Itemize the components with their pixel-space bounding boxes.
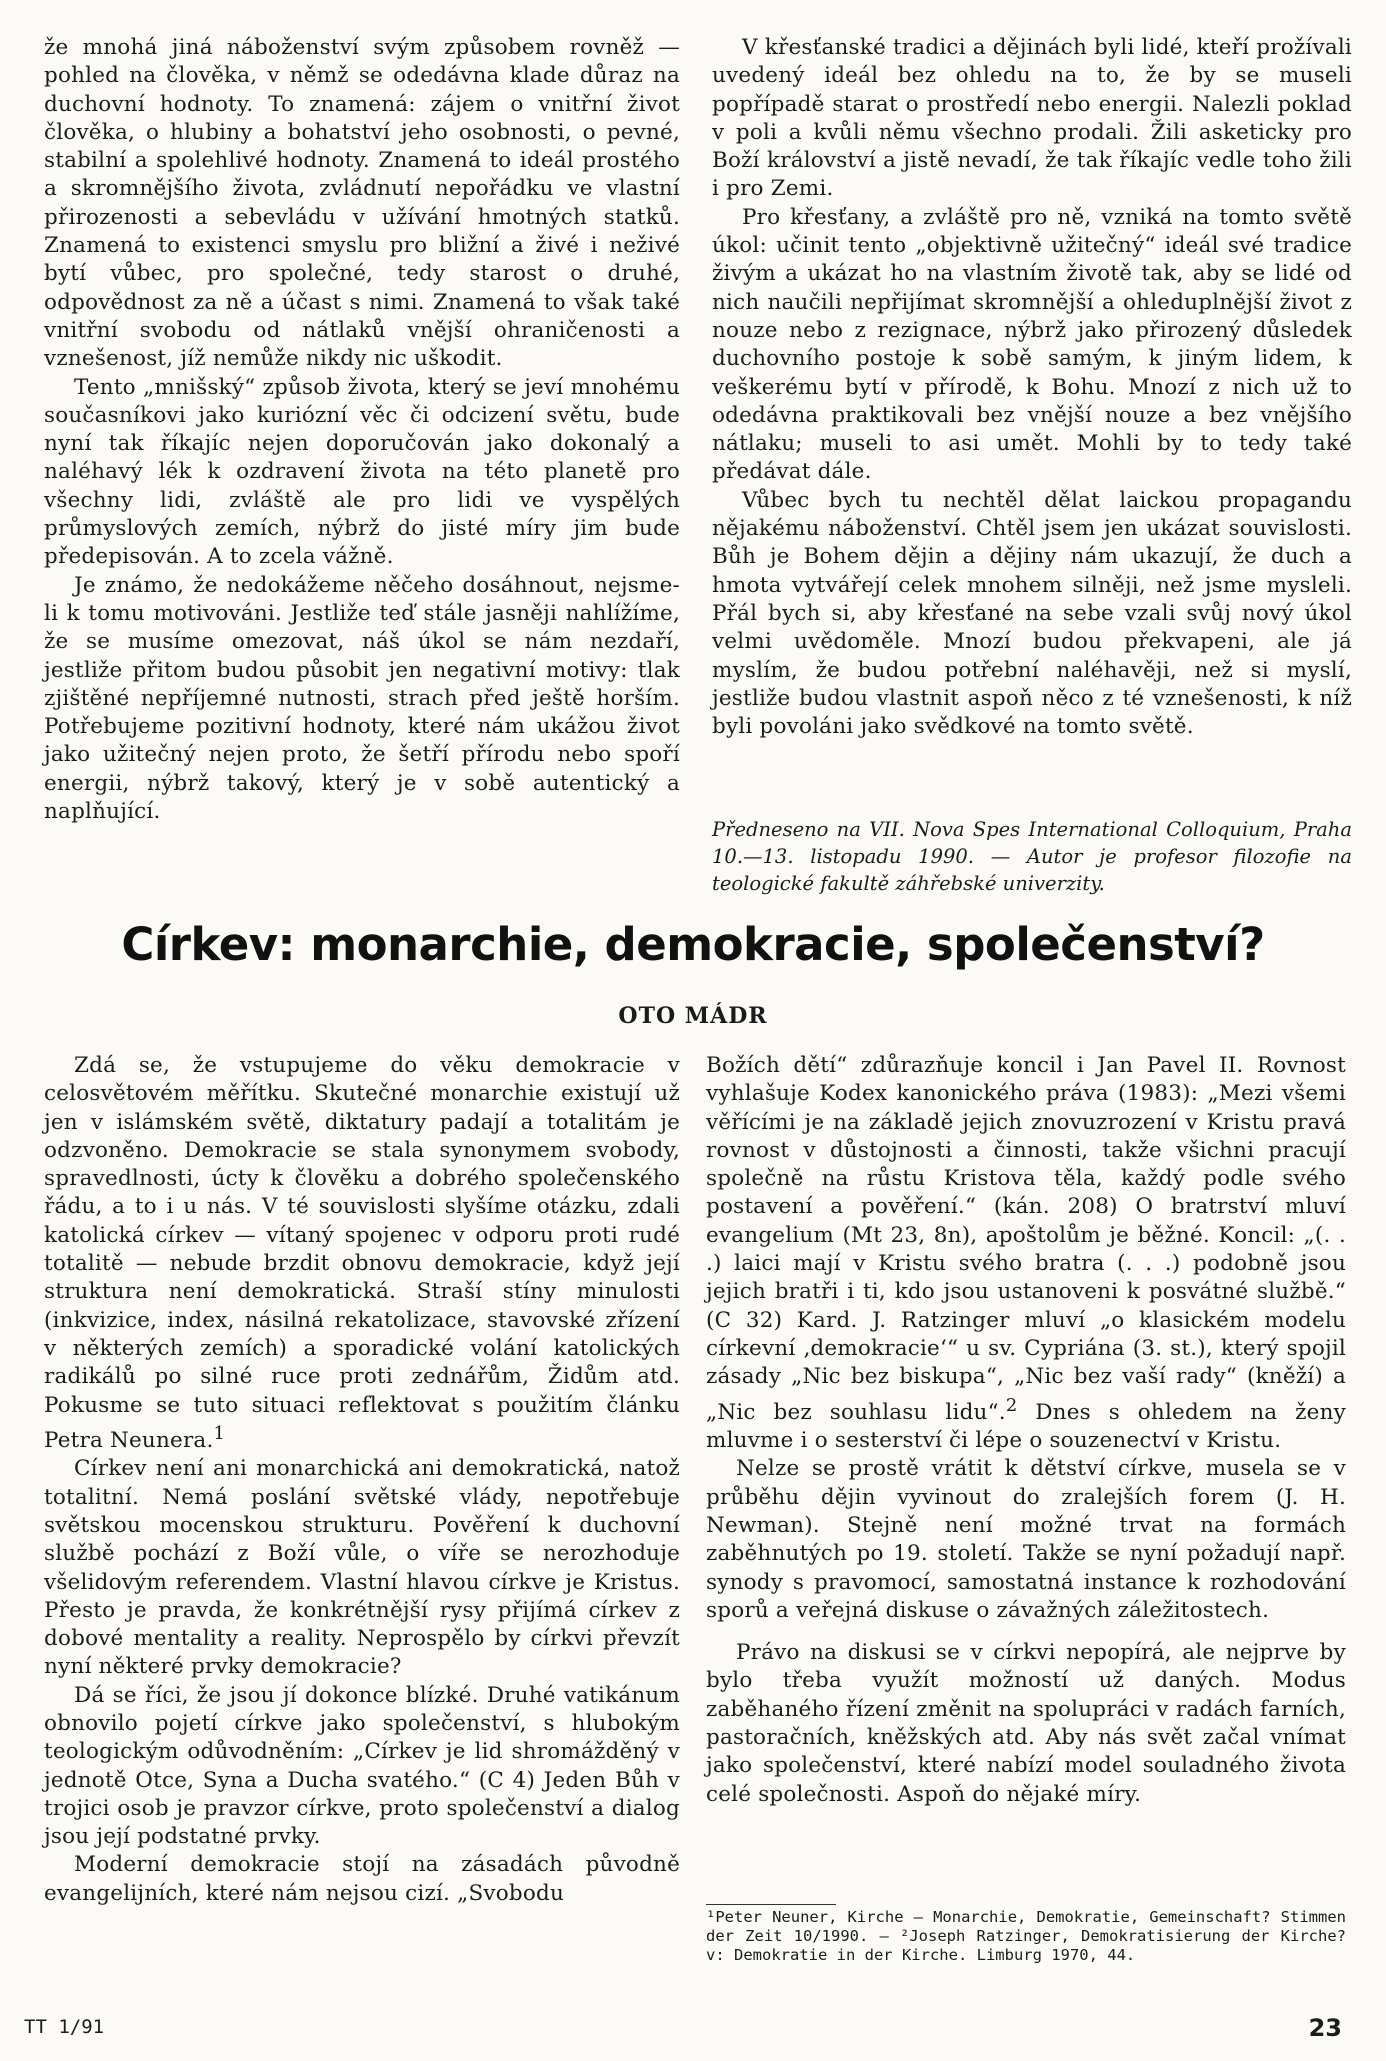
top-right-column: [712, 34, 1352, 741]
paragraph: Nelze se prostě vrátit k dětství církve, musela se v průběhu dějin vyvinout do zralejších forem (J. H. Newman). Stejně není možné trvat na formách zaběhnutých po 19. století. Takže se nyní požadují např. synody s pravomocí, samostatná instance k rozhodování sporů a veřejná diskuse o závažných záležitostech.: [706, 1456, 1346, 1623]
paragraph-text: Zdá se, že vstupujeme do věku demokracie v celosvětovém měřítku. Skutečné monarchie existují už jen v islámském světě, diktatury padají a totalitám je odzvoněno. Demokracie se stala synonymem svobody, spravedlnosti, úcty k člověku a dobrého společenského řádu, a to i u nás. V té souvislosti slyšíme otázku, zdali katolická církev — vítaný spojenec v odporu proti rudé totalitě — nebude brzdit obnovu demokracie, když její struktura není demokratická. Straší stíny minulosti (inkvizice, index, násilná rekatolizace, stavovské zřízení v některých zemích) a sporadické volání katolických radikálů po silné ruce proti zednářům, Židům atd. Pokusme se tuto situaci reflektovat s použitím článku Petra Neunera.: [44, 1053, 680, 1454]
footnotes: ¹Peter Neuner, Kirche — Monarchie, Demokratie, Gemeinschaft? Stimmen der Zeit 10/1990. — ²Joseph Ratzinger, Demokratisierung der Kirche? v: Demokratie in der Kirche. Limburg 1970, 44.: [706, 1908, 1346, 1964]
paragraph: Církev není ani monarchická ani demokratická, natož totalitní. Nemá poslání světské vlády, nepotřebuje světskou mocenskou strukturu. Pověření k duchovní službě pochází z Boží vůle, o víře se nerozhoduje všelidovým referendem. Vlastní hlavou církve je Kristus. Přesto je pravda, že konkrétnější rysy přijímá církev z dobové mentality a reality. Neprospělo by církvi převzít nyní některé prvky demokracie?: [44, 1456, 680, 1680]
bottom-left-column: [44, 1052, 680, 1908]
paragraph: [44, 1052, 680, 1455]
paragraph: Pro křesťany, a zvláště pro ně, vzniká na tomto světě úkol: učinit tento „objektivně užitečný“ ideál své tradice živým a ukázat ho na vlastním životě tak, aby se lidé od nich naučili nepřijímat skromnější a ohleduplnější život z nouze nebo z rezignace, nýbrž jako přirozený důsledek duchovního postoje k sobě samým, k jiným lidem, k veškerému bytí v přírodě, k Bohu. Mnozí z nich už to odedávna praktikovali bez vnější nouze a bez vnějšího nátlaku; museli to asi umět. Mohli by to tedy také předávat dále.: [712, 204, 1352, 485]
paragraph-text: Dnes s ohledem na ženy mluvme i o sesterství či lépe o souzenectví v Kristu.: [706, 1399, 1347, 1454]
paragraph: Tento „mnišský“ způsob života, který se jeví mnohému současníkovi jako kuriózní věc či odcizení světu, bude nyní tak říkajíc nejen doporučován jako dokonalý a naléhavý lék k ozdravení života na této planetě pro všechny lidi, zvláště ale pro lidi ve vyspělých průmyslových zemích, nýbrž do jisté míry jim bude předepisován. A to zcela vážně.: [44, 374, 680, 570]
paragraph: že mnohá jiná náboženství svým způsobem rovněž — pohled na člověka, v němž se odedávna klade důraz na duchovní hodnoty. To znamená: zájem o vnitřní život člověka, o hlubiny a bohatství jeho osobnosti, o pevné, stabilní a spolehlivé hodnoty. Znamená to ideál prostého a skromnějšího života, zvládnutí nepořádku ve vlastní přirozenosti a sebevládu v užívání hmotných statků. Znamená to existenci smyslu pro bližní a živé i neživé bytí vůbec, pro společné, tedy starost o druhé, odpovědnost za ně a účast s nimi. Znamená to však také vnitřní svobodu od nátlaků vnější ohraničenosti a vznešenost, jíž nemůže nikdy nic uškodit.: [44, 35, 680, 372]
article-author: OTO MÁDR: [618, 1003, 768, 1029]
paragraph: V křesťanské tradici a dějinách byli lidé, kteří prožívali uvedený ideál bez ohledu na to, že by se museli popřípadě starat o prostředí nebo energii. Nalezli poklad v poli a kvůli němu všechno prodali. Žili asketicky pro Boží království a jistě nevadí, že tak říkajíc vedle toho žili i pro Zemi.: [712, 35, 1352, 202]
footnote-ref: 2: [1005, 1394, 1018, 1416]
issue-label: TT 1/91: [24, 2016, 105, 2038]
paragraph: Dá se říci, že jsou jí dokonce blízké. Druhé vatikánum obnovilo pojetí církve jako společenství, s hlubokým teologickým odůvodněním: „Církev je lid shromážděný v jednotě Otce, Syna a Ducha svatého.“ (C 4) Jeden Bůh v trojici osob je pravzor církve, proto společenství a dialog jsou její podstatné prvky.: [44, 1682, 680, 1850]
top-left-column: [44, 34, 680, 826]
paragraph: Vůbec bych tu nechtěl dělat laickou propagandu nějakému náboženství. Chtěl jsem jen ukázat souvislosti. Bůh je Bohem dějin a dějiny nám ukazují, že duch a hmota vytvářejí celek mnohem silněji, než jsme mysleli. Přál bych si, aby křesťané na sebe vzali svůj nový úkol velmi uvědoměle. Mnozí budou překvapeni, ale já myslím, že budou potřební naléhavěji, než si myslí, jestliže budou vlastnit aspoň něco z té vznešenosti, k níž byli povoláni jako svědkové na tomto světě.: [712, 487, 1352, 740]
paragraph: [706, 1052, 1346, 1455]
article-title: Církev: monarchie, demokracie, společenství?: [121, 918, 1265, 971]
bottom-right-column: [706, 1052, 1346, 1809]
footnote-ref: 1: [213, 1422, 226, 1444]
paragraph: Moderní demokracie stojí na zásadách původně evangelijních, které nám nejsou cizí. „Svobodu: [44, 1852, 680, 1906]
paragraph: Je známo, že nedokážeme něčeho dosáhnout, nejsme-li k tomu motivováni. Jestliže teď stále jasněji nahlížíme, že se musíme omezovat, náš úkol se nám nezdaří, jestliže přitom budou působit jen negativní motivy: tlak zjištěné nepříjemné nutnosti, strach před ještě horším. Potřebujeme pozitivní hodnoty, které nám ukážou život jako užitečný nejen proto, že šetří přírodu nebo spoří energii, nýbrž takový, který je v sobě autentický a naplňující.: [44, 572, 680, 825]
presentation-note: Předneseno na VII. Nova Spes International Colloquium, Praha 10.—13. listopadu 1990. — Autor je profesor filozofie na teologické fakultě záhřebské univerzity.: [712, 818, 1352, 895]
page-number: 23: [1308, 2014, 1342, 2042]
footnote-divider: [706, 1904, 836, 1905]
paragraph: Právo na diskusi se v církvi nepopírá, ale nejprve by bylo třeba využít možností už daných. Modus zaběhaného řízení změnit na spolupráci v radách farních, pastoračních, kněžských atd. Aby nás svět začal vnímat jako společenství, které nabízí model souladného života celé společnosti. Aspoň do nějaké míry.: [706, 1640, 1346, 1807]
paragraph-text: Božích dětí“ zdůrazňuje koncil i Jan Pavel II. Rovnost vyhlašuje Kodex kanonického práva (1983): „Mezi všemi věřícími je na základě jejich znovuzrození v Kristu pravá rovnost v důstojnosti a činnosti, takže všichni pracují společně na růstu Kristova těla, každý podle svého postavení a pověření.“ (kán. 208) O bratrství mluví evangelium (Mt 23, 8n), apoštolům je běžné. Koncil: „(. . .) laici mají v Kristu svého bratra (. . .) podobně jsou jejich bratři i ti, kdo jsou ustanoveni k posvátné službě.“ (C 32) Kard. J. Ratzinger mluví „o klasickém modelu církevní ‚demokracie‘“ u sv. Cypriána (3. st.), který spojil zásady „Nic bez biskupa“, „Nic bez vaší rady“ (kněží) a „Nic bez souhlasu lidu“.: [706, 1053, 1346, 1425]
